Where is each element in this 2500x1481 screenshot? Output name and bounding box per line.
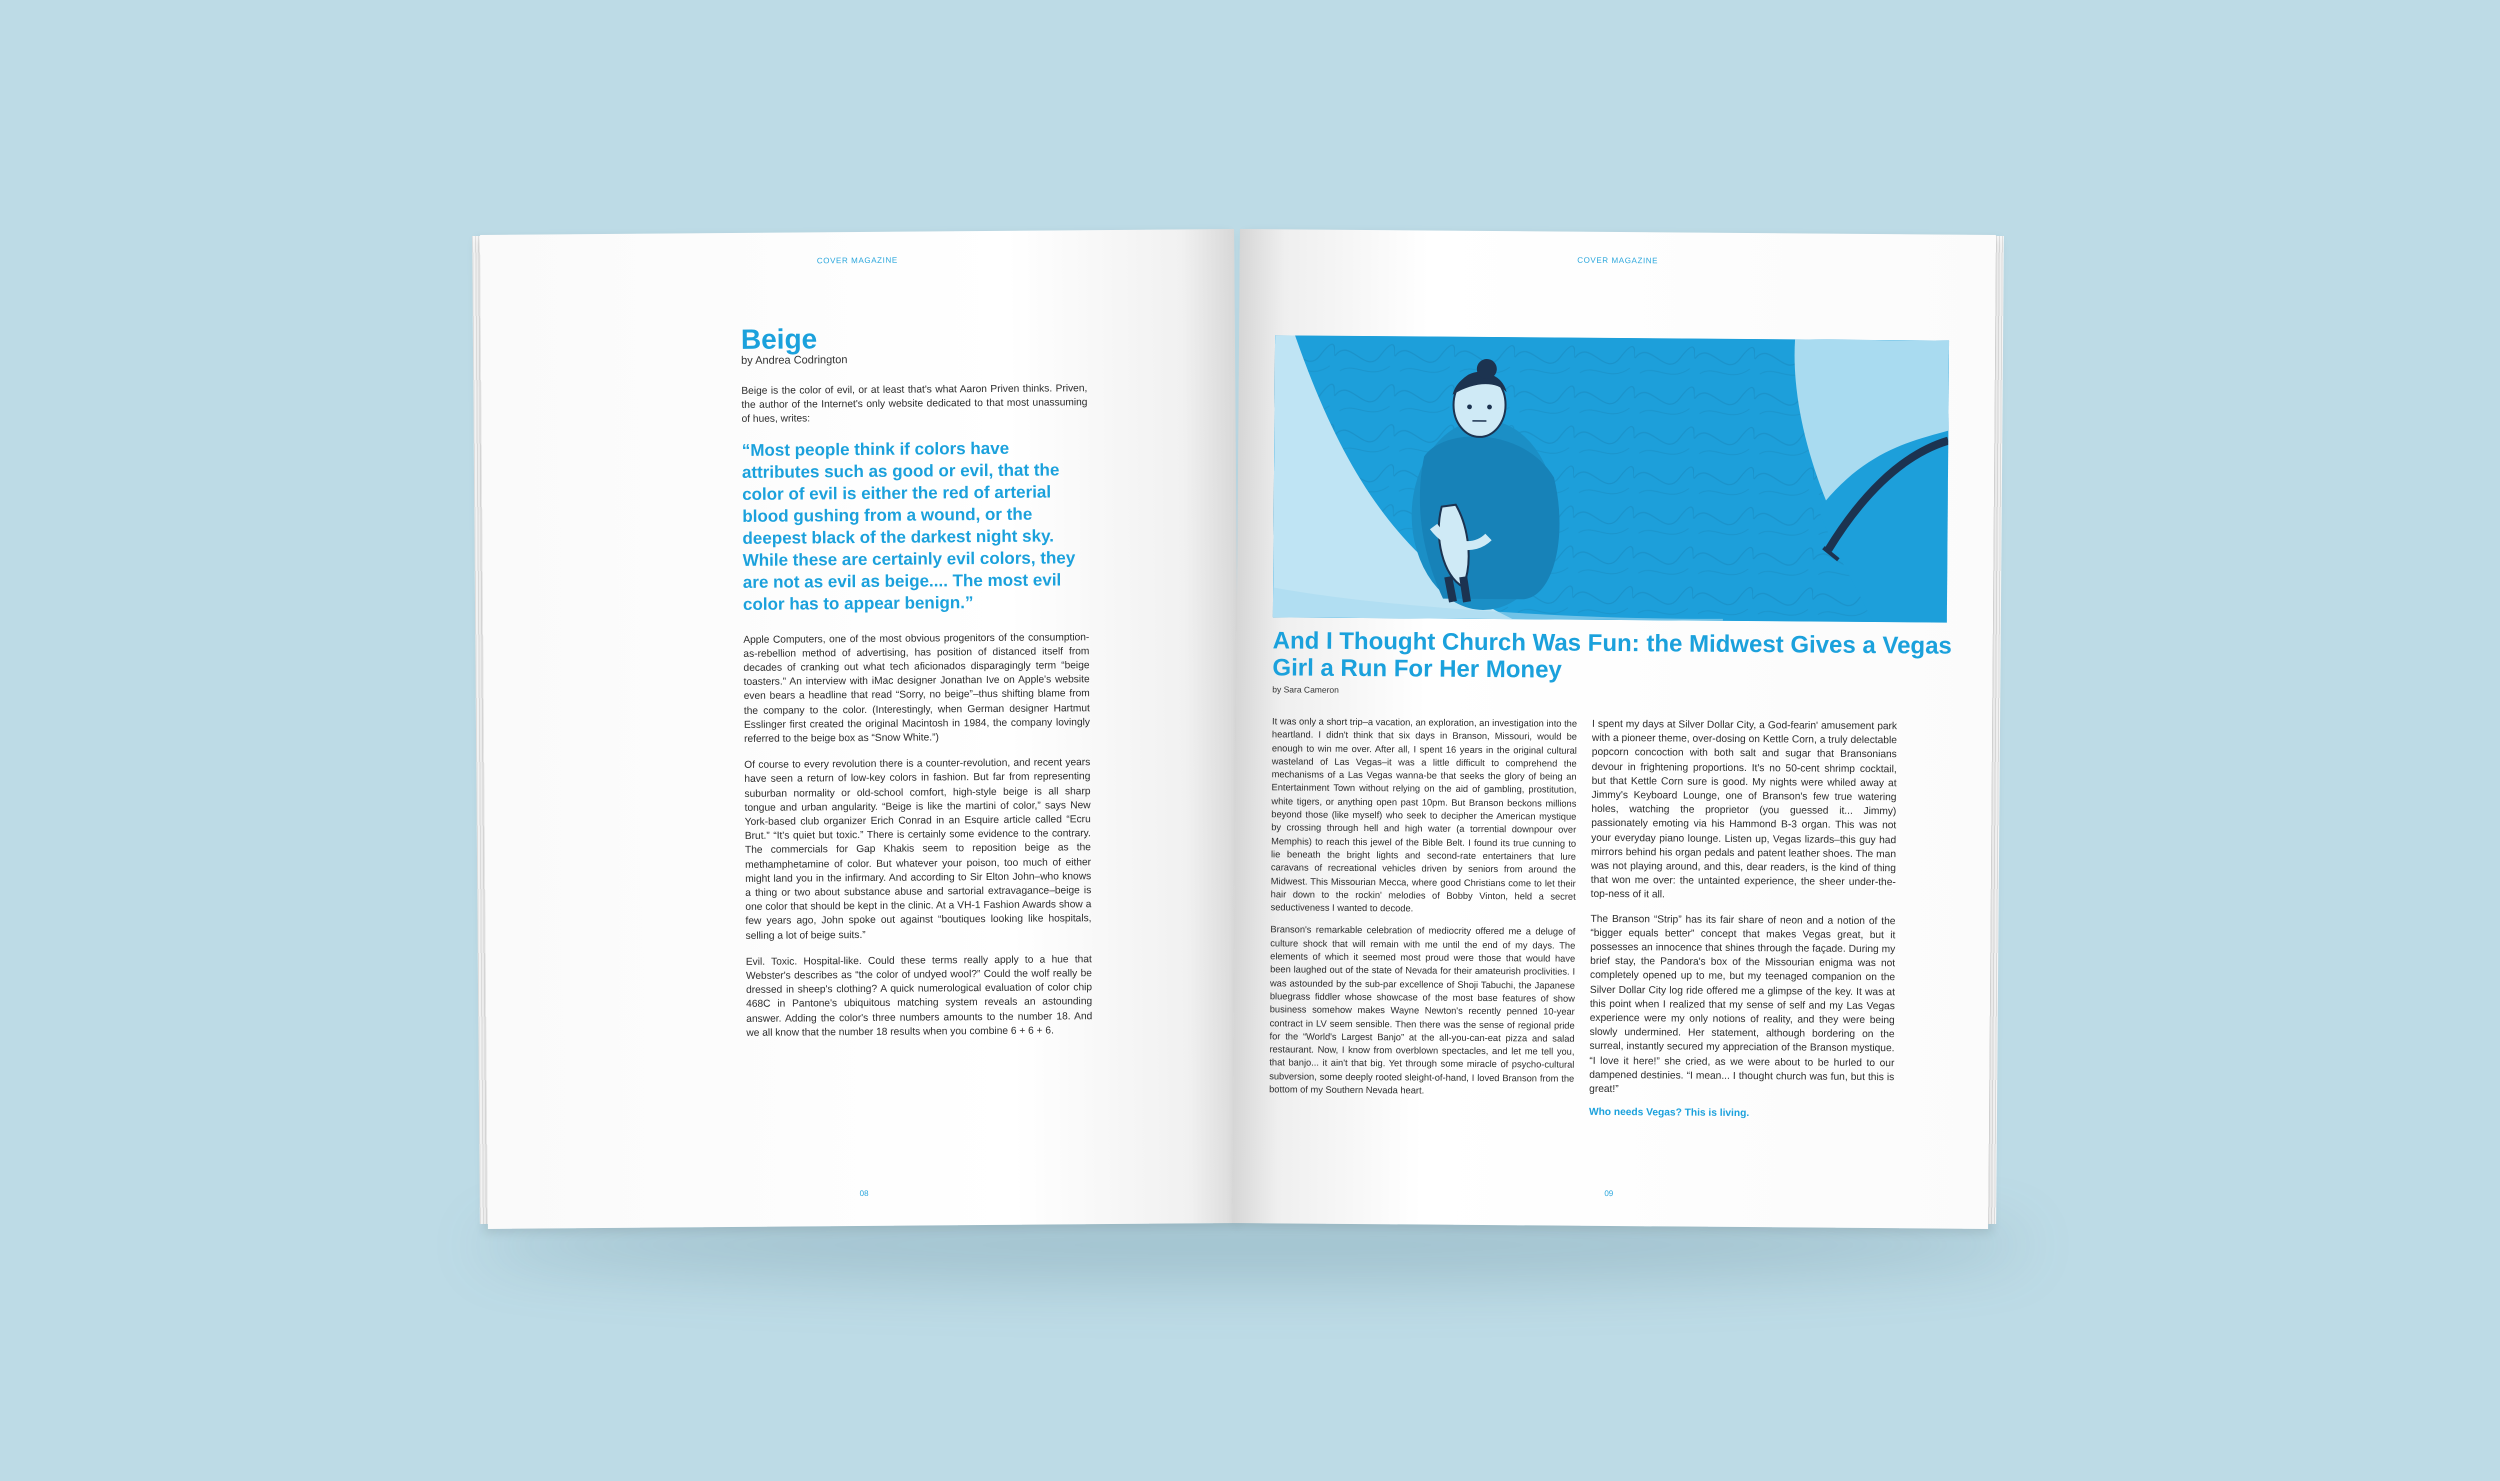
intro-paragraph: Beige is the color of evil, or at least that's what Aaron Priven thinks. Priven, the author of the Internet's only website dedicated to that most unassuming of hues, writes:	[741, 383, 1088, 426]
body-paragraph: The Branson “Strip” has its fair share of neon and a notion of the “bigger equals better” concept that makes Vegas great, but it possesses an innocence that shines through the façade. During my brief stay, the Pandora's box of the Missourian enigma was not completely opened up to me, but my teenaged companion on the Silver Dollar City log ride offered me a glimpse of the key. It was at this point when I realized that my sense of self and my Las Vegas experience were my only notions of reality, and they were being slowly undermined. Her statement, although bordering on the surreal, instantly secured my appreciation of the Branson mystique. “I love it here!” she cried, as we were about to be hurled to our dampened destinies. “I mean... I thought church was fun, but this is great!”	[1589, 913, 1896, 1096]
article-illustration	[1273, 335, 1949, 622]
body-paragraph: Evil. Toxic. Hospital-like. Could these terms really apply to a hue that Webster's describes as “the color of undyed wool?” Could the wolf really be dressed in sheep's clothing? A quick numerological evaluation of color chip 468C in Pantone's ubiquitous matching system reveals an astounding answer. Adding the color's three numbers amounts to the number 18. And we all know that the number 18 results when you combine 6 + 6 + 6.	[745, 954, 1093, 1039]
body-paragraph: It was only a short trip–a vacation, an exploration, an investigation into the heartland. I didn't think that six days in Branson, Missouri, would be enough to win me over. After all, I spent 16 years in the original cultural wasteland of Las Vegas–it was a little difficult to comprehend the mechanisms of a Las Vegas wanna-be that seeks the glory of being an Entertainment Town without relying on the aid of gambling, prostitution, white tigers, or anything open past 10pm. But Branson beckons millions beyond those (like myself) who seek to decipher the American mystique by crossing through hell and high water (a torrential downpour over Memphis) to reach this jewel of the Bible Belt. I found its true cunning to lie beneath the bright lights and second-rate entertainers that lure caravans of recreational vehicles driven by seniors from around the Midwest. This Missourian Mecca, where good Christians come to let their hair down to the rockin' melodies of Bobby Vinton, held a secret seductiveness I wanted to decode.	[1270, 716, 1578, 914]
article-byline: by Sara Cameron	[1272, 684, 1339, 695]
article-byline: by Andrea Codrington	[741, 354, 848, 367]
text-column-right	[1589, 718, 1897, 1121]
closing-line: Who needs Vegas? This is living.	[1588, 1107, 1750, 1120]
article-title: Beige	[740, 323, 818, 355]
right-page	[1232, 229, 1996, 1229]
illustration-drawing	[1273, 335, 1949, 622]
body-paragraph: Apple Computers, one of the most obvious progenitors of the consumption-as-rebellion method of advertising, has position of distanced itself from decades of cranking out what tech aficionados disparagingly term “beige toasters.” An interview with iMac designer Jonathan Ive on Apple's website even bears a headline that read “Sorry, no beige”–thus shifting blame from the company to the color. (Interestingly, when German designer Hartmut Esslinger first created the original Macintosh in 1984, the company lovingly referred to the beige box as “Snow White.”)	[743, 631, 1090, 745]
body-paragraph: I spent my days at Silver Dollar City, a God-fearin' amusement park with a pioneer theme, over-dosing on Kettle Corn, a truly delectable popcorn concoction with both salt and sugar that Bransonians devour in frightening proportions. It's no 50-cent shrimp cocktail, but that Kettle Corn sure is good. My nights were whiled away at Jimmy's Keyboard Lounge, one of Branson's few true watering holes, watching the proprietor (you guessed it... Jimmy) passionately emoting via his Hammond B-3 organ. This was not your everyday piano lounge. Listen up, Vegas lizards–this guy had mirrors behind his organ pedals and patent leather shoes. The man was not playing around, and this, dear readers, is the kind of thing that won me over: the untainted experience, the sheer under-the-top-ness of it all.	[1590, 718, 1898, 901]
page-number: 09	[1604, 1188, 1614, 1199]
running-head: COVER MAGAZINE	[1577, 255, 1659, 266]
left-page	[480, 229, 1242, 1229]
running-head: COVER MAGAZINE	[816, 255, 898, 266]
body-paragraph: Branson's remarkable celebration of mediocrity offered me a deluge of culture shock that will remain with me until the end of my days. The elements of which it seemed most proud were those that would have been laughed out of the state of Nevada for their amateurish proclivities. I was astounded by the sub-par excellence of Shoji Tabuchi, the Japanese bluegrass fiddler whose showcase of the most base features of show business somehow makes Wayne Newton's recently penned 10-year contract in LV seem sensible. Then there was the sense of regional pride for the “World's Largest Banjo” at the all-you-can-eat pizza and salad restaurant. Now, I know from overblown spectacles, and let me tell you, that banjo... it ain't that big. Yet through some miracle of psycho-cultural subversion, some deeply rooted sleight-of-hand, I loved Branson from the bottom of my Southern Nevada heart.	[1269, 924, 1576, 1096]
body-paragraph: Of course to every revolution there is a counter-revolution, and recent years have seen a return of low-key colors in fashion. But far from representing suburban normality or old-school comfort, high-style beige is all sharp tongue and urban angularity. “Beige is like the martini of color,” says New York-based club organizer Erich Conrad in an Esquire article called “Ecru Brut.” “It's quiet but toxic.” There is certainly some evidence to the contrary. The commercials for Gap Khakis seem to reposition beige as the methamphetamine of color. But whatever your poison, too much of either might land you in the infirmary. And according to Sir Elton John–who knows a thing or two about substance abuse and sartorial extravagance–beige is one color that should be kept in the clinic. At a VH-1 Fashion Awards show a few years ago, John spoke out against “boutiques looking like hospitals, selling a lot of beige suits.”	[744, 757, 1092, 942]
article-title: And I Thought Church Was Fun: the Midwest Gives a Vegas Girl a Run For Her Money	[1272, 627, 1952, 684]
page-number: 08	[859, 1188, 869, 1199]
text-column-left	[1269, 715, 1577, 1108]
article-beige	[741, 322, 1093, 1053]
pull-quote: “Most people think if colors have attributes such as good or evil, that the color of evil is either the red of arterial blood gushing from a wound, or the deepest black of the darkest night sky. While these are certainly evil colors, they are not as evil as beige.... The most evil color has to appear benign.”	[741, 438, 1076, 614]
